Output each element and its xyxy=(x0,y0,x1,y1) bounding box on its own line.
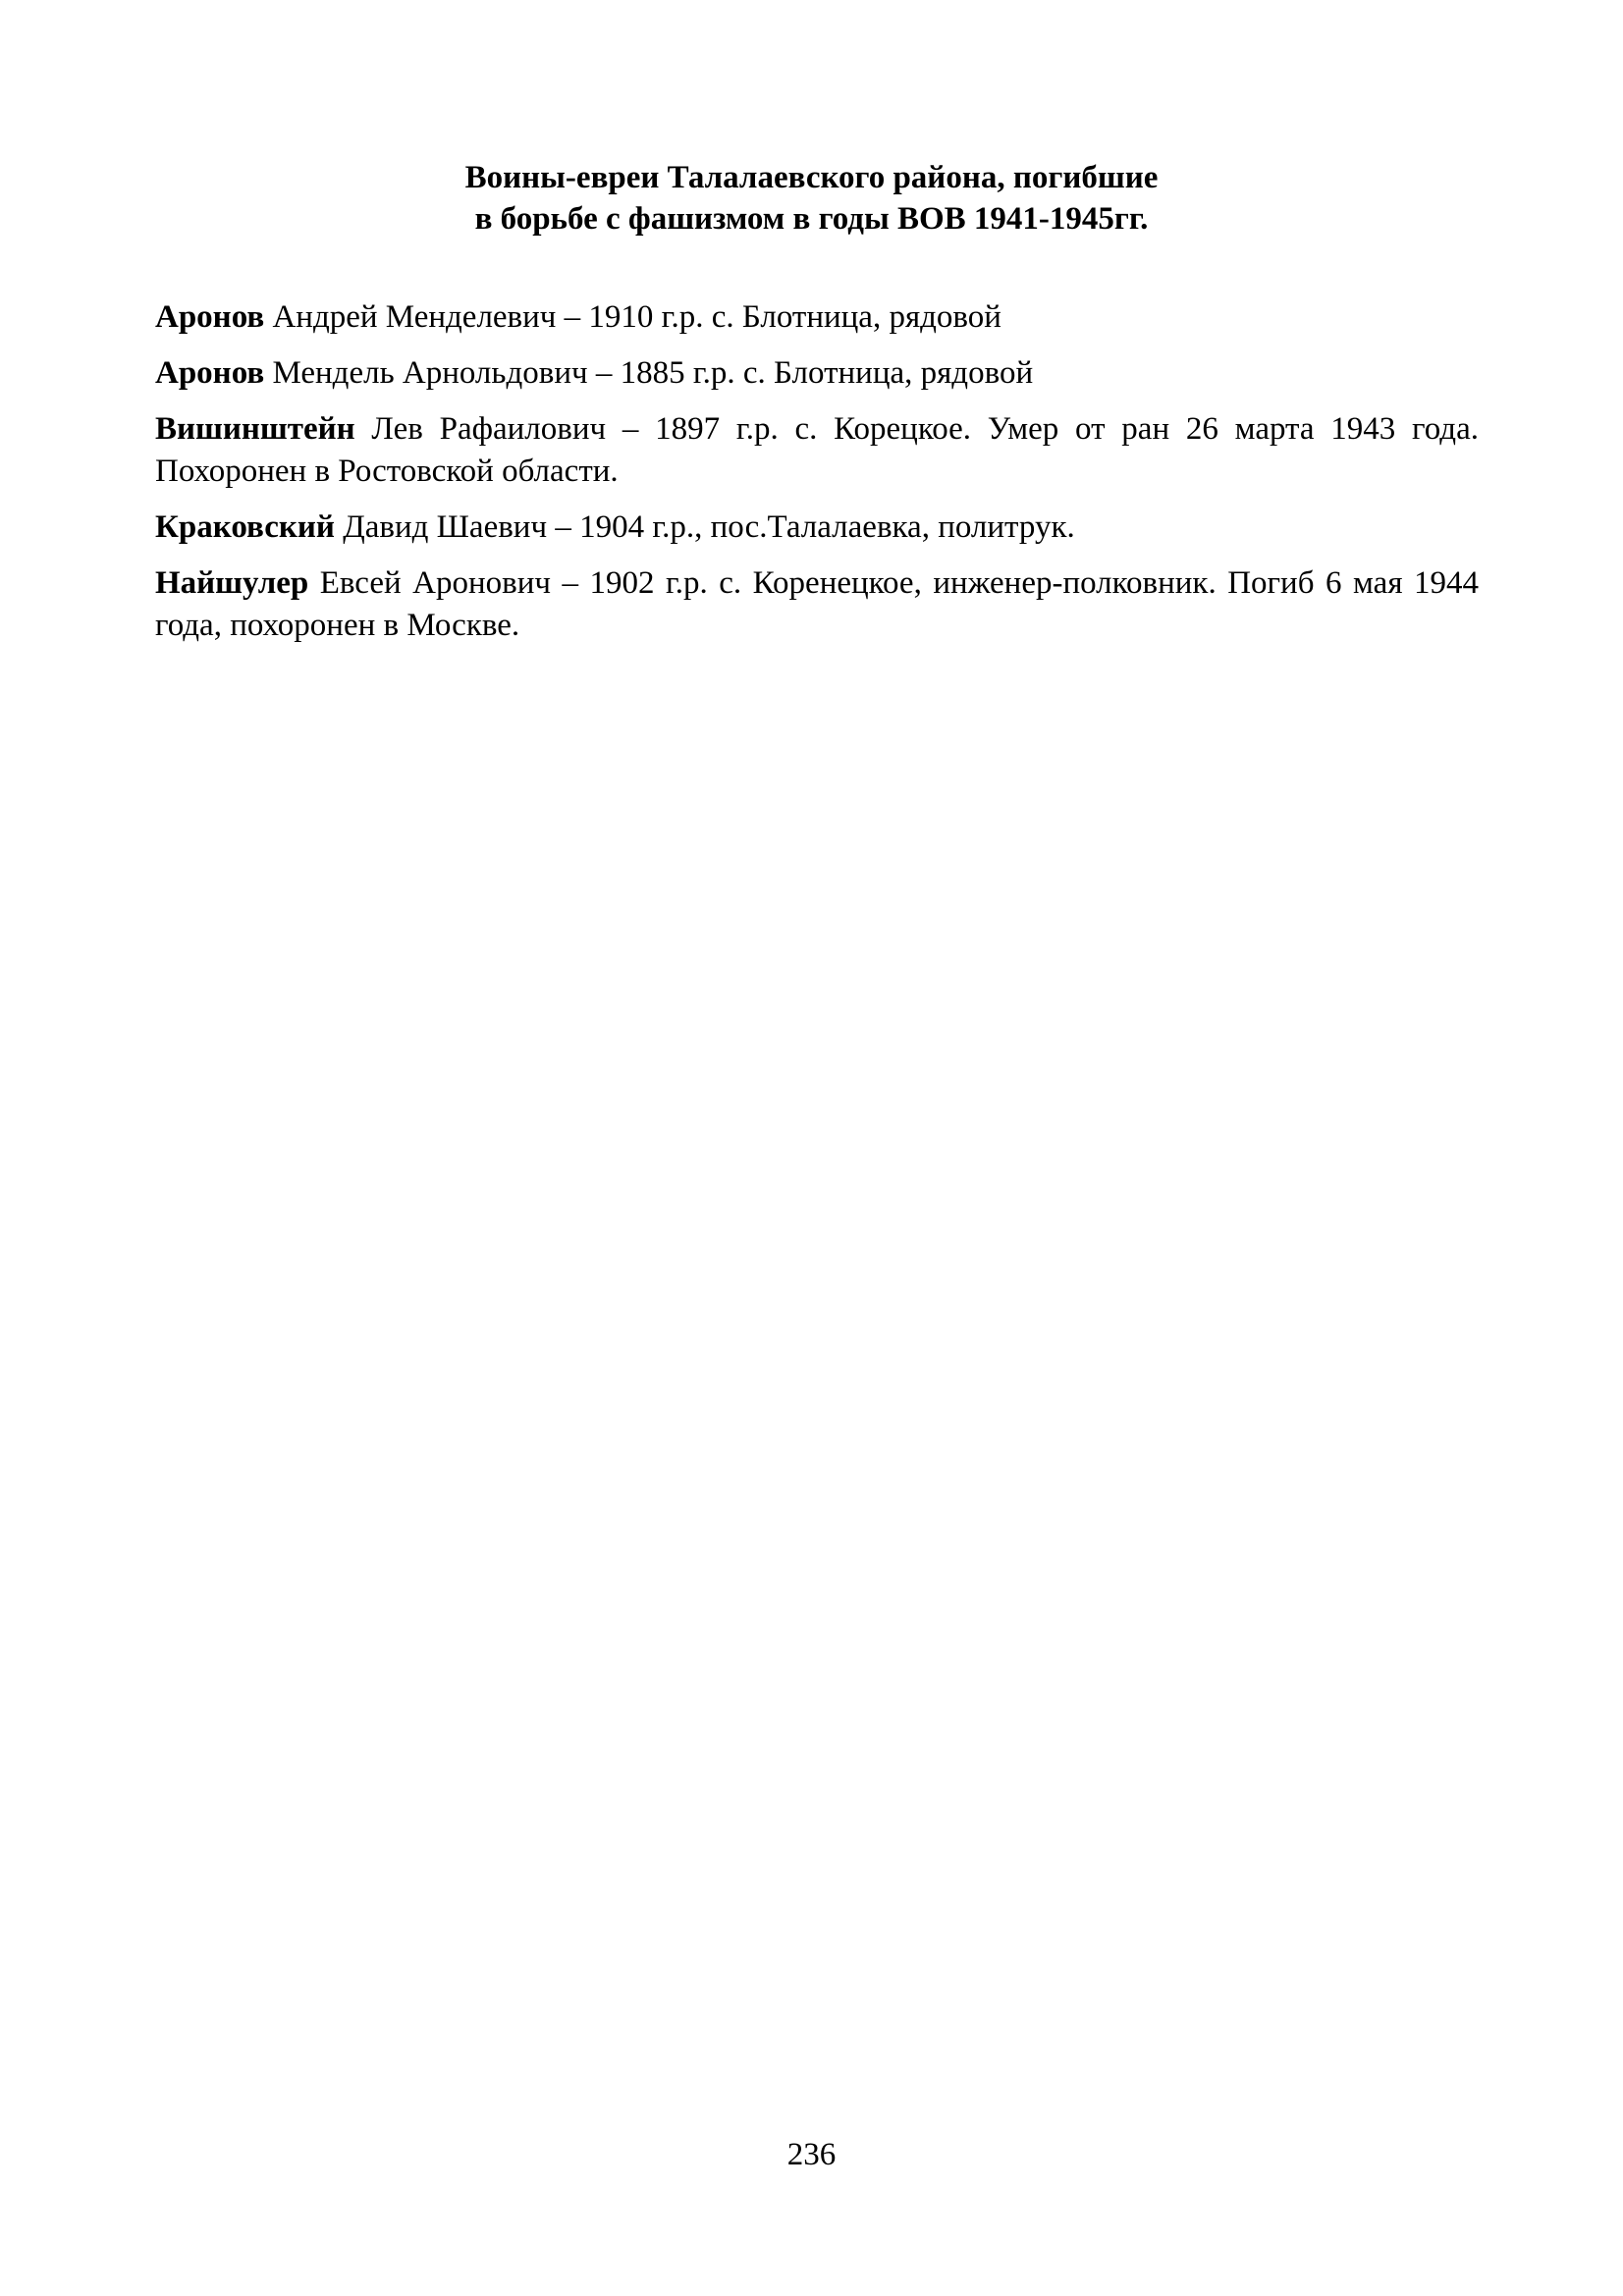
entry-surname: Вишинштейн xyxy=(155,411,355,447)
entry-surname: Краковский xyxy=(155,509,335,545)
entry-details: Лев Рафаилович – 1897 г.р. с. Корецкое. Умер от ран 26 марта 1943 года. Похоронен в Ростовской области. xyxy=(155,411,1479,489)
page-title-line-1: Воины-евреи Талалаевского района, погибшие xyxy=(464,160,1159,195)
entry-surname: Аронов xyxy=(155,299,265,335)
list-item xyxy=(155,507,1479,549)
page-title-line-2: в борьбе с фашизмом в годы ВОВ 1941-1945гг. xyxy=(474,201,1149,237)
entry-details: Андрей Менделевич – 1910 г.р. с. Блотница, рядовой xyxy=(264,299,1001,335)
soldier-list xyxy=(155,296,1479,661)
entry-details: Евсей Аронович – 1902 г.р. с. Коренецкое, инженер-полковник. Погиб 6 мая 1944 года, похоронен в Москве. xyxy=(155,565,1479,643)
page-number: 236 xyxy=(786,2137,837,2172)
list-item xyxy=(155,562,1479,647)
list-item xyxy=(155,296,1479,339)
page-title xyxy=(0,157,1623,240)
entry-surname: Аронов xyxy=(155,355,265,391)
entry-surname: Найшулер xyxy=(155,565,309,601)
entry-details: Давид Шаевич – 1904 г.р., пос.Талалаевка, политрук. xyxy=(334,509,1075,545)
entry-details: Мендель Арнольдович – 1885 г.р. с. Блотница, рядовой xyxy=(264,355,1034,391)
list-item xyxy=(155,408,1479,493)
list-item xyxy=(155,352,1479,395)
